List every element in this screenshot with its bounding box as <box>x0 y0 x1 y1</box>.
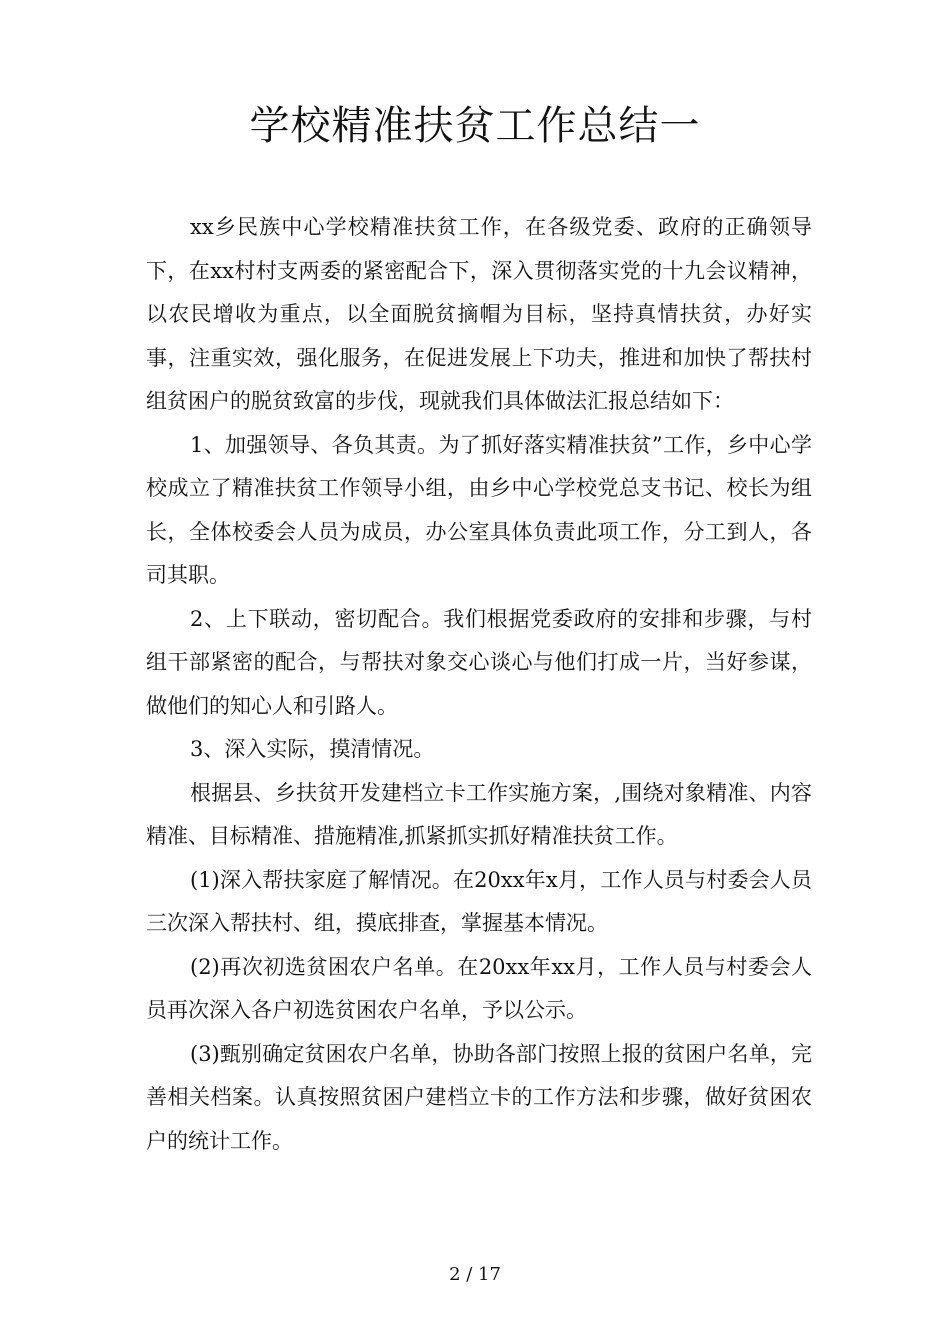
paragraph-item-3: 3、深入实际，摸清情况。 <box>190 737 435 761</box>
paragraph-item-2: 2、上下联动，密切配合。我们根据党委政府的安排和步骤，与村组干部紧密的配合，与帮扶对象交心谈心与他们打成一片，当好参谋，做他们的知心人和引路人。 <box>146 606 812 718</box>
document-title: 学校精准扶贫工作总结一 <box>249 103 701 149</box>
paragraph-intro: xx乡民族中心学校精准扶贫工作，在各级党委、政府的正确领导下，在xx村村支两委的紧密配合下，深入贯彻落实党的十九会议精神，以农民增收为重点，以全面脱贫摘帽为目标，坚持真情扶贫，办好实事，注重实效，强化服务，在促进发展上下功夫，推进和加快了帮扶村组贫困户的脱贫致富的步伐，现就我们具体做法汇报总结如下： <box>146 215 812 413</box>
paragraph-sub-3: (3)甄别确定贫困农户名单，协助各部门按照上报的贫困户名单，完善相关档案。认真按照贫困户建档立卡的工作方法和步骤，做好贫困农户的统计工作。 <box>146 1041 812 1153</box>
document-body <box>146 206 812 1163</box>
paragraph-sub-1: (1)深入帮扶家庭了解情况。在20xx年x月，工作人员与村委会人员三次深入帮扶村、组，摸底排查，掌握基本情况。 <box>146 867 812 935</box>
paragraph-sub-2: (2)再次初选贫困农户名单。在20xx年xx月，工作人员与村委会人员再次深入各户初选贫困农户名单，予以公示。 <box>146 954 812 1022</box>
paragraph-plan: 根据县、乡扶贫开发建档立卡工作实施方案，,围绕对象精准、内容精准、目标精准、措施精准,抓紧抓实抓好精准扶贫工作。 <box>146 780 812 848</box>
paragraph-item-1: 1、加强领导、各负其责。为了抓好落实精准扶贫”工作，乡中心学校成立了精准扶贫工作领导小组，由乡中心学校党总支书记、校长为组长，全体校委会人员为成员，办公室具体负责此项工作，分工到人，各司其职。 <box>146 432 812 587</box>
page-number: 2 / 17 <box>449 1264 501 1285</box>
